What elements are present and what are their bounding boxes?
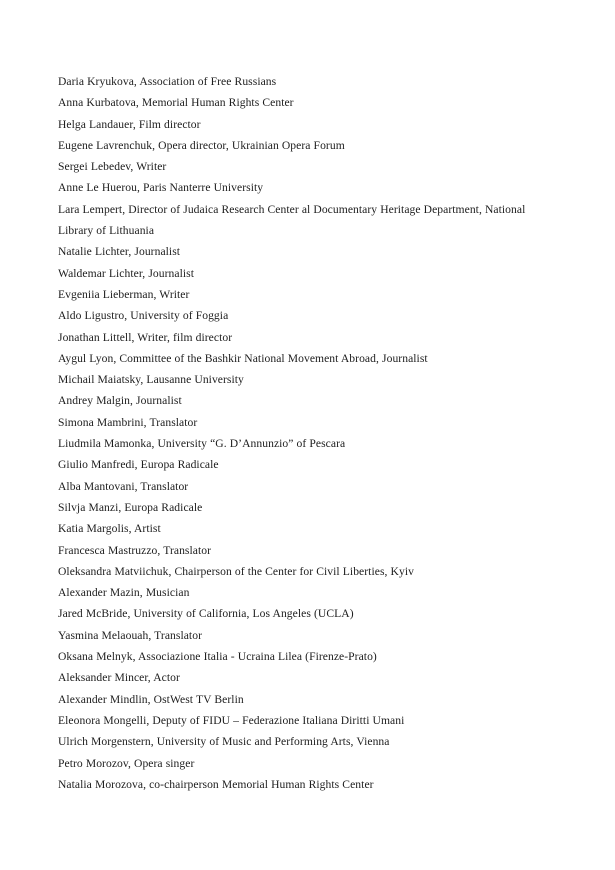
list-item: Sergei Lebedev, Writer: [58, 160, 167, 174]
list-item: Waldemar Lichter, Journalist: [58, 266, 194, 280]
list-item: Alexander Mindlin, OstWest TV Berlin: [58, 692, 244, 706]
list-item: Eleonora Mongelli, Deputy of FIDU – Federazione Italiana Diritti Umani: [58, 713, 405, 727]
list-item: Anna Kurbatova, Memorial Human Rights Center: [58, 96, 294, 110]
list-item: Petro Morozov, Opera singer: [58, 756, 195, 770]
list-item: Andrey Malgin, Journalist: [58, 394, 182, 408]
list-item: Eugene Lavrenchuk, Opera director, Ukrainian Opera Forum: [58, 138, 345, 152]
list-item: Giulio Manfredi, Europa Radicale: [58, 458, 219, 472]
list-item: Ulrich Morgenstern, University of Music and Performing Arts, Vienna: [58, 735, 390, 749]
list-item: Katia Margolis, Artist: [58, 522, 161, 536]
list-item: Natalie Lichter, Journalist: [58, 245, 181, 259]
list-item: Michail Maiatsky, Lausanne University: [58, 373, 244, 387]
list-item: Silvja Manzi, Europa Radicale: [58, 500, 203, 514]
list-item: Jared McBride, University of California, Los Angeles (UCLA): [58, 607, 354, 621]
list-item: Oleksandra Matviichuk, Chairperson of the Center for Civil Liberties, Kyiv: [58, 564, 414, 578]
list-item: Evgeniia Lieberman, Writer: [58, 287, 190, 301]
list-item: Natalia Morozova, co-chairperson Memorial Human Rights Center: [58, 777, 374, 791]
list-item: Yasmina Melaouah, Translator: [58, 628, 202, 642]
list-item: Daria Kryukova, Association of Free Russians: [58, 75, 277, 88]
list-item: Oksana Melnyk, Associazione Italia - Ucraina Lilea (Firenze-Prato): [58, 650, 377, 664]
list-item: Francesca Mastruzzo, Translator: [58, 543, 212, 557]
list-item: Alba Mantovani, Translator: [58, 479, 189, 493]
list-item: Liudmila Mamonka, University “G. D’Annunzio” of Pescara: [58, 437, 346, 451]
list-item: Aldo Ligustro, University of Foggia: [58, 309, 229, 323]
list-item: Lara Lempert, Director of Judaica Research Center al Documentary Heritage Department, National Library of Lithuania: [58, 202, 526, 238]
list-item: Jonathan Littell, Writer, film director: [58, 330, 233, 344]
list-item: Helga Landauer, Film director: [58, 117, 201, 131]
list-item: Simona Mambrini, Translator: [58, 415, 198, 429]
list-item: Anne Le Huerou, Paris Nanterre University: [58, 181, 264, 195]
list-item: Aleksander Mincer, Actor: [58, 671, 180, 685]
signatory-list: [58, 71, 555, 795]
list-item: Alexander Mazin, Musician: [58, 586, 190, 600]
list-item: Aygul Lyon, Committee of the Bashkir National Movement Abroad, Journalist: [58, 351, 428, 365]
